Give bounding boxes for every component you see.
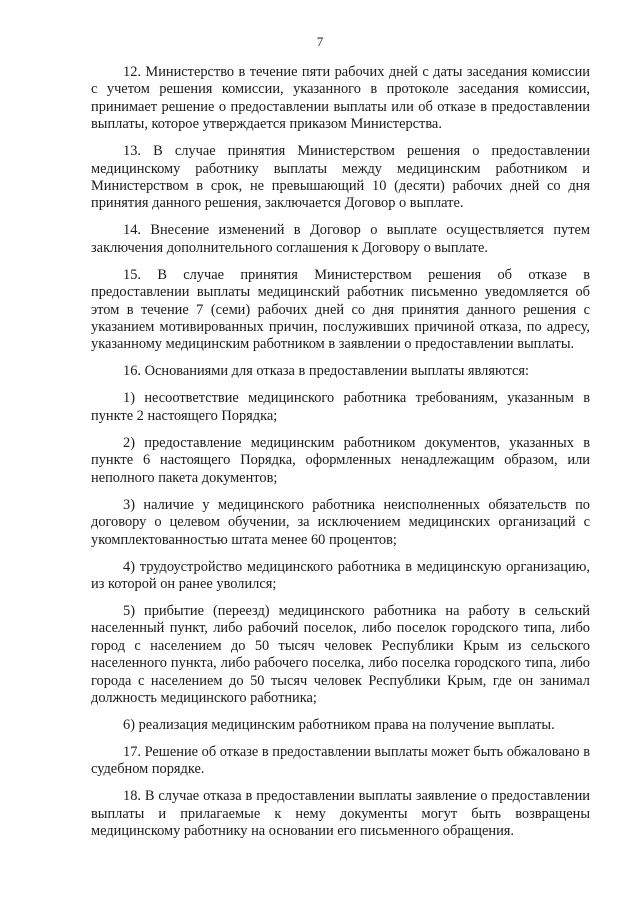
paragraph-16-item-3: 3) наличие у медицинского работника неисполненных обязательств по договору о целевом обучении, за исключением медицинских организаций с укомплектованностью штата менее 60 процентов;	[91, 496, 590, 548]
paragraph-18: 18. В случае отказа в предоставлении выплаты заявление о предоставлении выплаты и прилагаемые к нему документы могут быть возвращены медицинскому работнику на основании его письменного обращения.	[91, 788, 590, 840]
paragraph-17: 17. Решение об отказе в предоставлении выплаты может быть обжаловано в судебном порядке.	[91, 743, 590, 778]
paragraph-14: 14. Внесение изменений в Договор о выплате осуществляется путем заключения дополнительного соглашения к Договору о выплате.	[91, 222, 590, 256]
paragraph-12: 12. Министерство в течение пяти рабочих дней с даты заседания комиссии с учетом решения комиссии, указанного в протоколе заседания комиссии, принимает решение о предоставлении выплаты или об отказе в предоставлении выплаты, которое утверждается приказом Министерства.	[91, 64, 590, 133]
document-body	[91, 64, 590, 850]
page-number: 7	[316, 34, 324, 49]
paragraph-16-item-5: 5) прибытие (переезд) медицинского работника на работу в сельский населенный пункт, либо рабочий поселок, либо поселок городского типа, либо город с населением до 50 тысяч человек Республики Крым из сельского населенного пункта, либо рабочего поселка, либо поселка городского типа, либо города с населением до 50 тысяч человек Республики Крым, где он занимал должность медицинского работника;	[91, 602, 590, 706]
paragraph-16-item-4: 4) трудоустройство медицинского работника в медицинскую организацию, из которой он ранее уволился;	[91, 558, 590, 592]
paragraph-16-item-2: 2) предоставление медицинским работником документов, указанных в пункте 6 настоящего Порядка, оформленных ненадлежащим образом, или неполного пакета документов;	[91, 434, 590, 486]
paragraph-16-item-6: 6) реализация медицинским работником права на получение выплаты.	[123, 716, 555, 733]
paragraph-16: 16. Основаниями для отказа в предоставлении выплаты являются:	[123, 363, 529, 380]
paragraph-13: 13. В случае принятия Министерством решения о предоставлении медицинскому работнику выплаты между медицинским работником и Министерством в срок, не превышающий 10 (десяти) рабочих дней со дня принятия данного решения, заключается Договор о выплате.	[91, 143, 590, 212]
paragraph-15: 15. В случае принятия Министерством решения об отказе в предоставлении выплаты медицинский работник письменно уведомляется об этом в течение 7 (семи) рабочих дней со дня принятия данного решения с указанием мотивированных причин, послуживших причиной отказа, по адресу, указанному медицинским работником в заявлении о предоставлении выплаты.	[91, 266, 590, 353]
paragraph-16-item-1: 1) несоответствие медицинского работника требованиям, указанным в пункте 2 настоящего Порядка;	[91, 390, 590, 424]
